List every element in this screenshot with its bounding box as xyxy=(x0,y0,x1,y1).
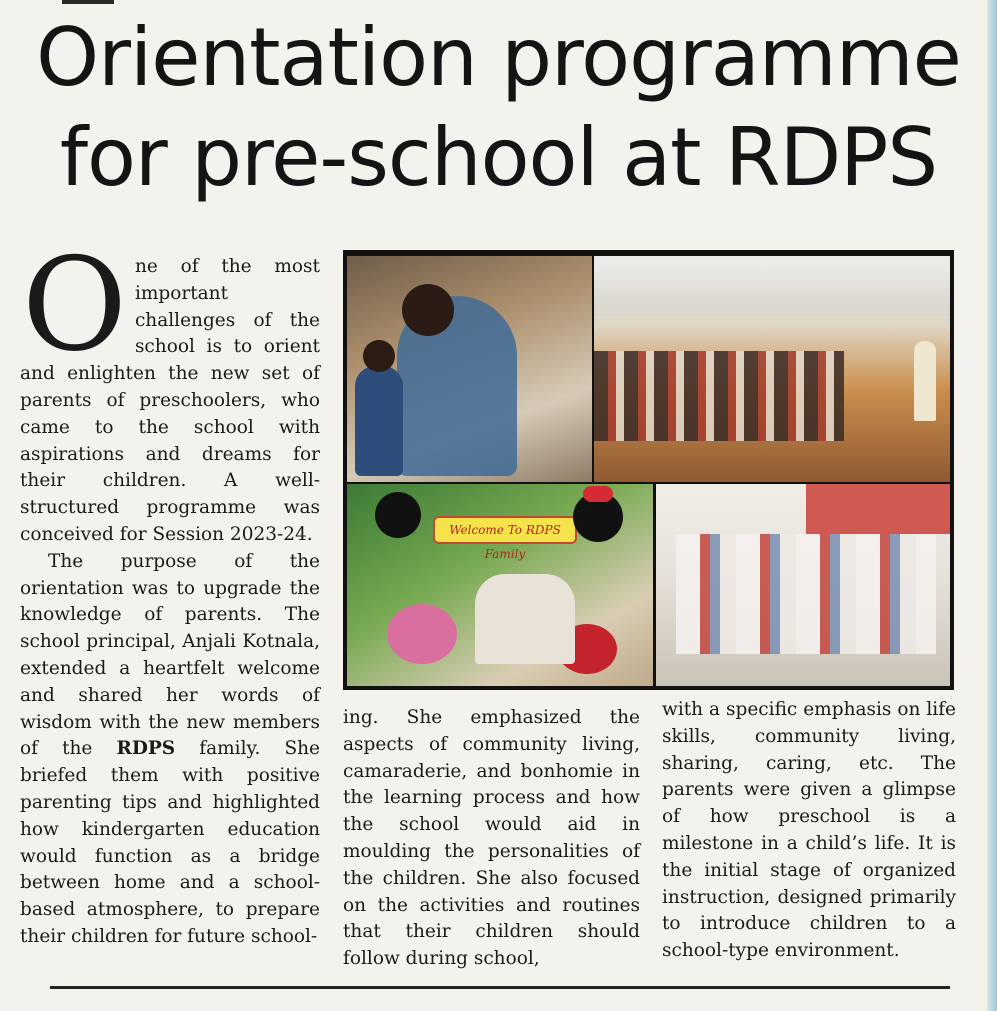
minnie-bow xyxy=(583,486,613,502)
child-head xyxy=(363,340,395,372)
ceiling xyxy=(594,256,950,316)
photo-children-group xyxy=(656,484,950,686)
children-standing xyxy=(676,534,936,654)
paragraph-2 xyxy=(20,549,320,951)
photo-collage xyxy=(343,250,954,690)
headline-line-2: for pre-school at RDPS xyxy=(59,111,938,204)
paragraph-1 xyxy=(20,231,320,549)
headline xyxy=(0,8,997,208)
column-3-text: with a specific emphasis on life skills, community living, sharing, caring, etc. The parents were given a glimpse of how preschool is a milestone in a child’s life. It is the initial stage of organized instruction, designed primarily to introduce children to a school-type environment. xyxy=(662,699,956,962)
photo-welcome-display xyxy=(347,484,653,686)
children-group xyxy=(475,574,575,664)
paragraph-2-text-b: family. She briefed them with positive parenting tips and highlighted how kindergarten education would function as a bridge between home and a school-based atmosphere, to prepare their children for future school- xyxy=(20,738,320,947)
speaker-figure xyxy=(914,341,936,421)
article-column-2 xyxy=(343,705,640,973)
article-column-3 xyxy=(662,697,956,965)
photo-parents-auditorium xyxy=(594,256,950,482)
headline-line-1: Orientation programme xyxy=(36,11,961,104)
teacher-head xyxy=(402,284,454,336)
photo-principal-greeting-child xyxy=(347,256,592,482)
paragraph-2-text-a: The purpose of the orientation was to upgrade the knowledge of parents. The school principal, Anjali Kotnala, extended a heartfelt welcome and shared her words of wisdom with the new members of the xyxy=(20,550,320,760)
snail-cutout xyxy=(387,604,457,664)
article-column-1 xyxy=(20,231,320,951)
school-name-bold: RDPS xyxy=(116,738,176,760)
bottom-rule xyxy=(50,986,950,989)
welcome-banner: Welcome To RDPS Family xyxy=(433,516,577,544)
audience-rows xyxy=(594,351,844,441)
top-rule xyxy=(62,0,114,4)
paragraph-1-text: ne of the most important challenges of the school is to orient and enlighten the new set of parents of preschoolers, who came to the school with aspirations and dreams for their children. A well-structured programme was conceived for Session 2023-24. xyxy=(20,256,320,545)
decor-balloons xyxy=(806,484,950,534)
drop-cap: O xyxy=(22,231,127,380)
column-2-text: ing. She emphasized the aspects of community living, camaraderie, and bonhomie in the learning process and how the school would aid in moulding the personalities of the children. She also focused on the activities and routines that their children should follow during school, xyxy=(343,707,640,970)
mickey-cutout xyxy=(375,492,421,538)
child-figure xyxy=(355,366,403,476)
